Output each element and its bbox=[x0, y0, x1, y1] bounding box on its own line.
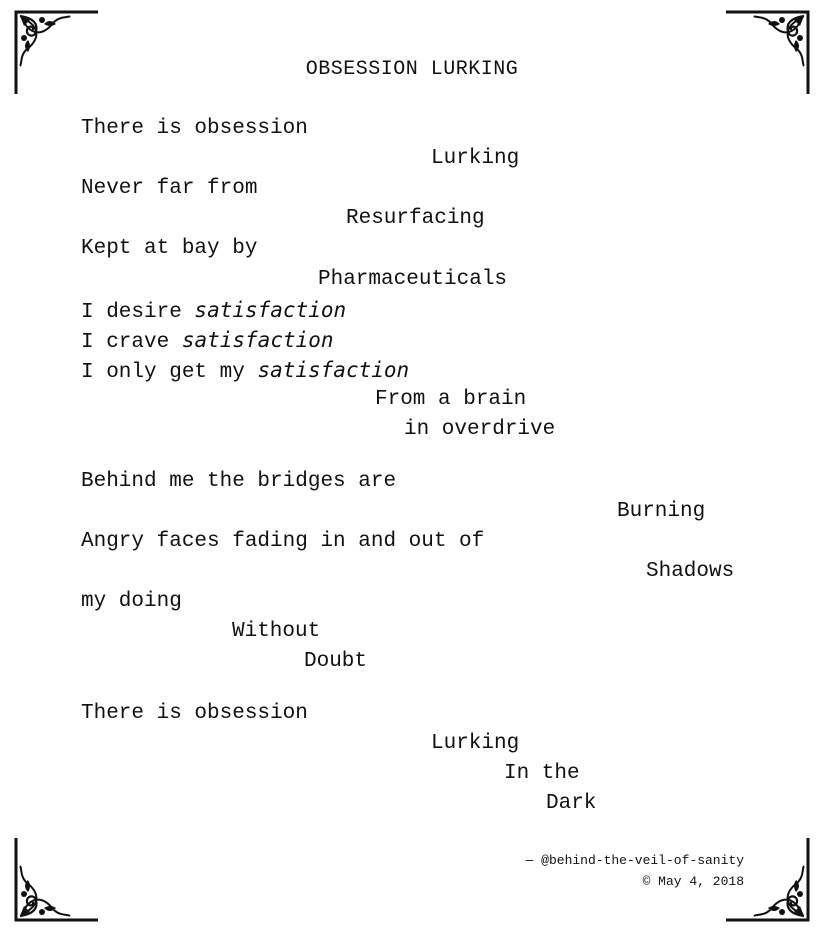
author-signature: — @behind-the-veil-of-sanity bbox=[525, 853, 744, 868]
poem-line bbox=[81, 358, 409, 385]
poem-line: Lurking bbox=[431, 732, 520, 755]
poem-text: I only get my bbox=[81, 361, 258, 384]
poem-line: Doubt bbox=[304, 650, 368, 673]
poem-line: There is obsession bbox=[81, 117, 308, 140]
poem-line: Lurking bbox=[431, 147, 520, 170]
poem-line: Without bbox=[232, 620, 321, 643]
poem-text: I crave bbox=[81, 331, 182, 354]
poem-line: Never far from bbox=[81, 177, 258, 200]
poem-line: Behind me the bridges are bbox=[81, 470, 397, 493]
poem-line: Kept at bay by bbox=[81, 237, 258, 260]
ornate-corner-top-left-icon bbox=[14, 10, 100, 96]
copyright-date: © May 4, 2018 bbox=[642, 874, 744, 889]
ornate-corner-bottom-left-icon bbox=[14, 836, 100, 922]
ornate-corner-top-right-icon bbox=[724, 10, 810, 96]
poem-line bbox=[81, 328, 334, 355]
poem-line: Burning bbox=[617, 500, 706, 523]
poem-line: From a brain bbox=[375, 388, 527, 411]
poem-line: Shadows bbox=[646, 560, 735, 583]
italic-word: satisfaction bbox=[181, 328, 334, 352]
italic-word: satisfaction bbox=[257, 358, 410, 382]
poem-line: Angry faces fading in and out of bbox=[81, 530, 485, 553]
poem-line: In the bbox=[504, 762, 580, 785]
italic-word: satisfaction bbox=[194, 298, 347, 322]
poem-line bbox=[81, 298, 346, 325]
poem-line: my doing bbox=[81, 590, 182, 613]
poem-text: I desire bbox=[81, 301, 195, 324]
poem-line: There is obsession bbox=[81, 702, 308, 725]
poem-line: Resurfacing bbox=[346, 207, 485, 230]
poem-title: OBSESSION LURKING bbox=[305, 58, 519, 81]
poem-line: in overdrive bbox=[404, 418, 556, 441]
poem-line: Dark bbox=[546, 792, 597, 815]
poem-line: Pharmaceuticals bbox=[318, 268, 508, 291]
